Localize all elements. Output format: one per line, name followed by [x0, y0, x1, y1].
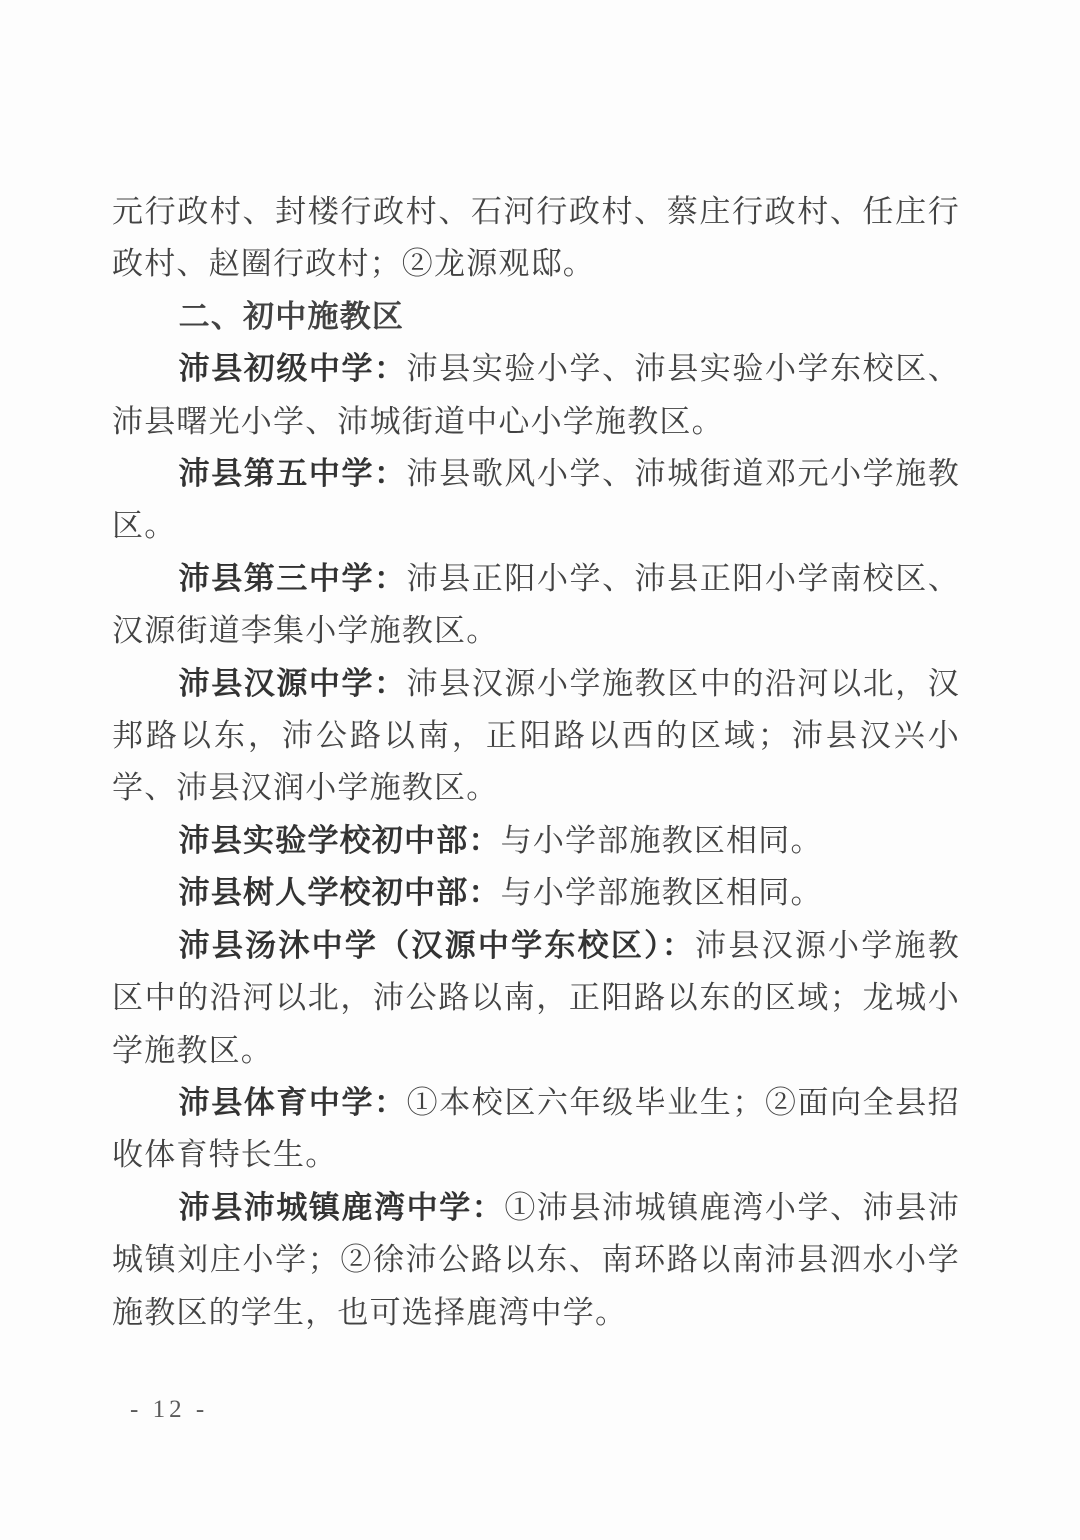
- school-entry: [112, 867, 960, 919]
- school-entry: [112, 448, 960, 553]
- school-district-text: 沛县正阳小学、沛县正阳小学南校区、汉源街道李集小学施教区。: [112, 560, 961, 649]
- paragraph-text: 元行政村、封楼行政村、石河行政村、蔡庄行政村、任庄行政村、赵圈行政村；②龙源观邸。: [112, 194, 960, 282]
- school-district-text: 与小学部施教区相同。: [500, 822, 823, 858]
- paragraph-continuation: [112, 186, 960, 291]
- section-heading-text: 二、初中施教区: [178, 298, 405, 334]
- school-entry: [112, 343, 960, 448]
- school-name: 沛县汉源中学：: [178, 665, 407, 701]
- document-body: [112, 186, 960, 1339]
- school-name: 沛县第五中学：: [178, 456, 407, 492]
- school-district-text: ①本校区六年级毕业生；②面向全县招收体育特长生。: [112, 1084, 961, 1173]
- school-entry: [112, 658, 960, 815]
- school-entry: [112, 920, 960, 1077]
- school-name: 沛县第三中学：: [178, 560, 407, 596]
- school-entry: [112, 1077, 960, 1182]
- page-number: - 12 -: [130, 1396, 209, 1423]
- school-name: 沛县初级中学：: [178, 351, 407, 387]
- school-district-text: 与小学部施教区相同。: [500, 875, 823, 911]
- school-district-text: 沛县歌风小学、沛城街道邓元小学施教区。: [112, 456, 961, 544]
- school-district-text: 沛县实验小学、沛县实验小学东校区、沛县曙光小学、沛城街道中心小学施教区。: [112, 351, 961, 439]
- school-name: 沛县树人学校初中部：: [178, 875, 501, 911]
- school-entry: [112, 1182, 960, 1339]
- school-entry: [112, 815, 960, 867]
- school-district-text: 沛县汉源小学施教区中的沿河以北，沛公路以南，正阳路以东的区域；龙城小学施教区。: [112, 927, 960, 1068]
- school-name: 沛县汤沐中学（汉源中学东校区）：: [178, 927, 696, 963]
- school-name: 沛县沛城镇鹿湾中学：: [178, 1189, 505, 1225]
- section-heading: [112, 291, 960, 343]
- school-name: 沛县体育中学：: [178, 1084, 407, 1120]
- school-name: 沛县实验学校初中部：: [178, 822, 501, 858]
- school-entry: [112, 553, 960, 658]
- school-district-text: ①沛县沛城镇鹿湾小学、沛县沛城镇刘庄小学；②徐沛公路以东、南环路以南沛县泗水小学施教区的学生，也可选择鹿湾中学。: [112, 1189, 960, 1330]
- school-district-text: 沛县汉源小学施教区中的沿河以北，汉邦路以东，沛公路以南，正阳路以西的区域；沛县汉兴小学、沛县汉润小学施教区。: [112, 665, 961, 806]
